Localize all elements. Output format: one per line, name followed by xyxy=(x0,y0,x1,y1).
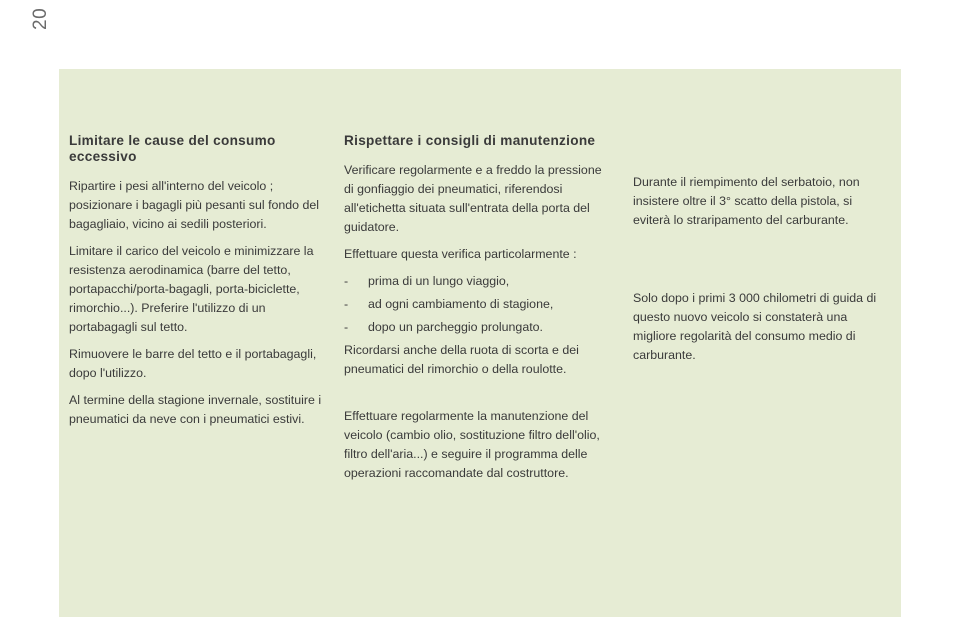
paragraph-check-occasions: Effettuare questa verifica particolarmente : xyxy=(344,247,577,261)
column-consumption xyxy=(69,133,327,391)
list-item: - prima di un lungo viaggio, xyxy=(344,272,610,291)
paragraph-regular-service: Effettuare regolarmente la manutenzione del veicolo (cambio olio, sostituzione filtro dell'olio, filtro dell'aria...) e seguire il programma delle operazioni raccomandate dal costruttore. xyxy=(344,409,600,480)
paragraph-weight-distribution: Ripartire i pesi all'interno del veicolo ; posizionare i bagagli più pesanti sul fondo del bagagliaio, vicino ai sedili posteriori. xyxy=(69,179,320,231)
list-item: - dopo un parcheggio prolungato. xyxy=(344,318,610,337)
paragraph-winter-tyres: Al termine della stagione invernale, sostituire i pneumatici da neve con i pneumatici estivi. xyxy=(69,393,322,426)
list-marker: - xyxy=(344,274,349,288)
check-occasions-list xyxy=(344,272,610,337)
heading-limit-consumption: Limitare le cause del consumo eccessivo xyxy=(69,133,276,164)
list-marker: - xyxy=(344,320,349,334)
paragraph-remove-bars: Rimuovere le barre del tetto e il portabagagli, dopo l'utilizzo. xyxy=(69,347,317,380)
winter-tyres-note-block xyxy=(69,391,327,437)
paragraph-refuelling: Durante il riempimento del serbatoio, non insistere oltre il 3° scatto della pistola, si eviterà lo straripamento del carburante. xyxy=(633,175,860,227)
page-number: 20 xyxy=(30,7,51,30)
list-item: - ad ogni cambiamento di stagione, xyxy=(344,295,610,314)
paragraph-tyre-pressure: Verificare regolarmente e a freddo la pressione di gonfiaggio dei pneumatici, riferendosi all'etichetta situata sull'entrata della porta del guidatore. xyxy=(344,163,602,234)
service-note-block xyxy=(344,407,610,491)
paragraph-spare-wheel: Ricordarsi anche della ruota di scorta e dei pneumatici del rimorchio o della roulotte. xyxy=(344,343,579,376)
heading-maintenance-advice: Rispettare i consigli di manutenzione xyxy=(344,133,596,148)
paragraph-load-limit: Limitare il carico del veicolo e minimizzare la resistenza aerodinamica (barre del tetto, portapacchi/porta-bagagli, porta-biciclette, rimorchio...). Preferire l'utilizzo di un portabagagli sul tetto. xyxy=(69,244,314,334)
new-vehicle-note-block xyxy=(633,289,891,373)
column-fuel xyxy=(633,173,891,238)
list-marker: - xyxy=(344,297,349,311)
paragraph-first-3000-km: Solo dopo i primi 3 000 chilometri di guida di questo nuovo veicolo si constaterà una migliore regolarità del consumo medio di carburante. xyxy=(633,291,877,362)
column-maintenance xyxy=(344,133,610,387)
